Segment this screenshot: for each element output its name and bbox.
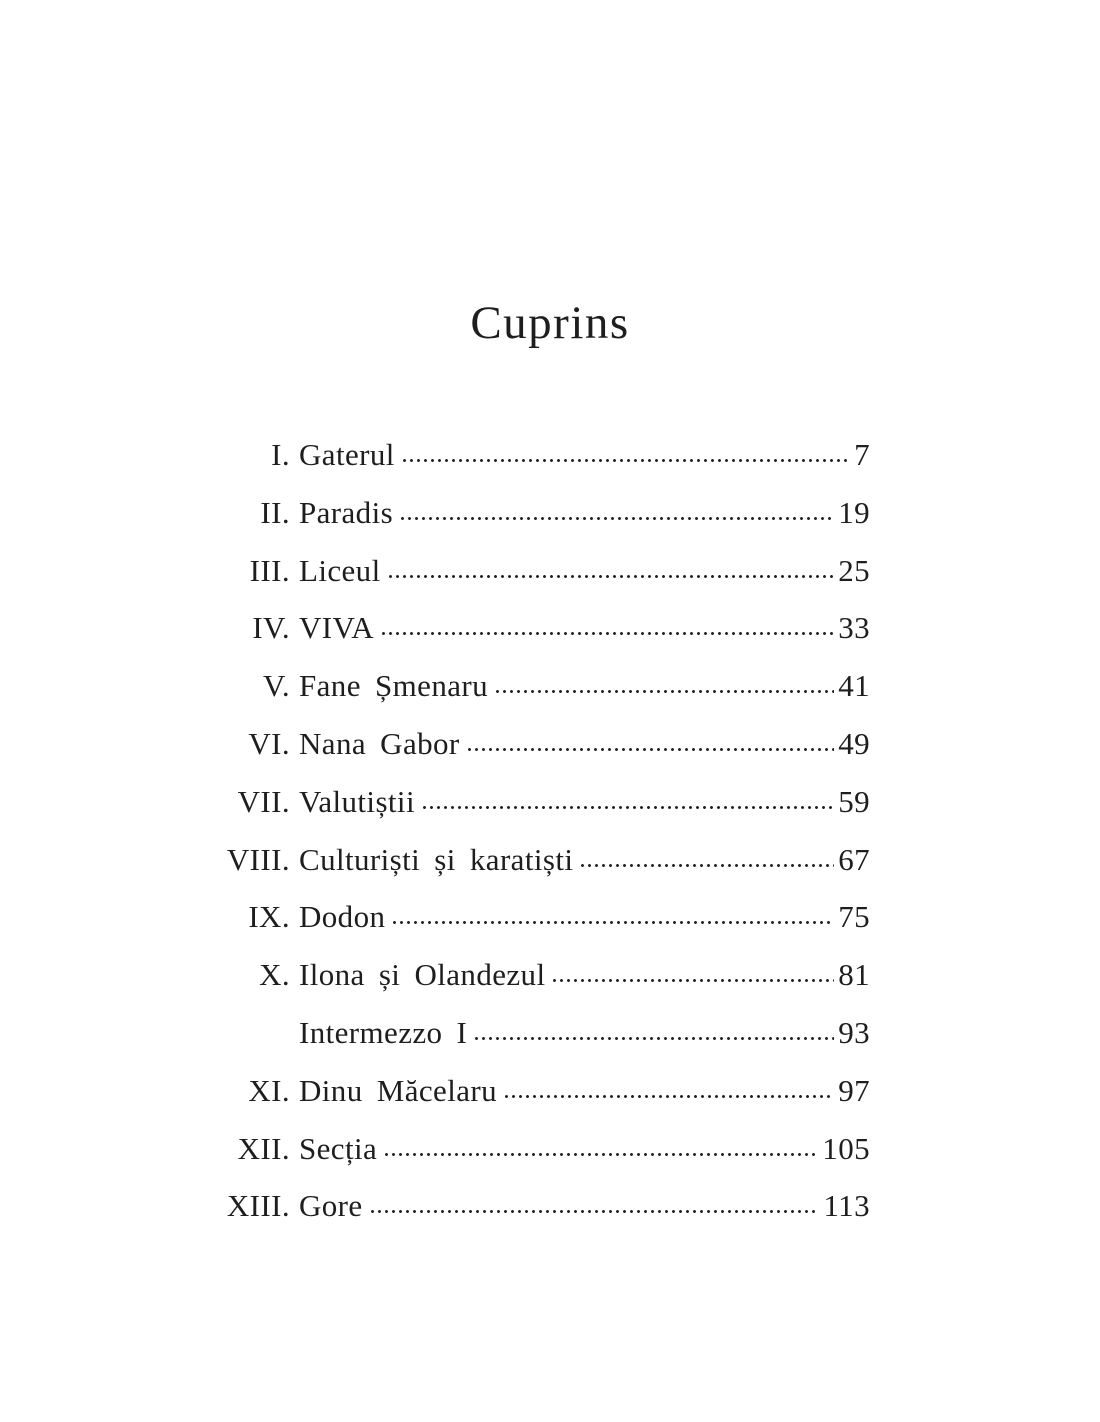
- page-title: Cuprins: [470, 297, 630, 349]
- toc-entry-title: Intermezzo I: [299, 1014, 468, 1050]
- toc-entry-page-number: 81: [838, 957, 870, 993]
- toc-entry: [213, 599, 870, 657]
- toc-entry: [213, 542, 870, 600]
- toc-entry-numeral: I.: [271, 437, 290, 472]
- toc-entry-title: Gaterul: [299, 437, 395, 472]
- toc-entry-numeral: XIII.: [226, 1188, 290, 1224]
- toc-entry-title: Fane Șmenaru: [299, 668, 489, 704]
- toc-entry-page-number: 113: [823, 1188, 870, 1224]
- toc-entry-page-number: 33: [838, 610, 870, 646]
- toc-entry-numeral: II.: [260, 494, 290, 530]
- toc-entry-title: Culturiști și karatiști: [299, 841, 574, 877]
- dot-leader: [579, 860, 834, 870]
- toc-entry-numeral: VII.: [237, 783, 290, 819]
- dot-leader: [551, 975, 834, 985]
- toc-entry: [213, 1177, 870, 1235]
- toc-entry-numeral: X.: [259, 957, 290, 993]
- toc-entry-page-number: 97: [838, 1072, 870, 1108]
- toc-entry-title: Dinu Măcelaru: [299, 1072, 497, 1108]
- dot-leader: [387, 571, 835, 581]
- toc-entry-page-number: 105: [822, 1130, 870, 1166]
- toc-entry-title: VIVA: [299, 610, 375, 646]
- toc-entry-numeral: XII.: [237, 1130, 290, 1166]
- dot-leader: [503, 1091, 834, 1101]
- toc-entry-numeral: IX.: [248, 899, 290, 935]
- toc-entry: [213, 426, 870, 484]
- toc-entry-title: Ilona și Olandezul: [299, 957, 546, 993]
- dot-leader: [421, 802, 834, 812]
- toc-entry: [213, 1004, 870, 1062]
- toc-entry-page-number: 25: [838, 552, 870, 588]
- dot-leader: [401, 455, 850, 465]
- dot-leader: [466, 744, 835, 754]
- toc-entry: [213, 946, 870, 1004]
- toc-entry-title: Valutiștii: [299, 783, 415, 819]
- toc-entry-page-number: 93: [838, 1014, 870, 1050]
- toc-entry-page-number: 75: [838, 899, 870, 935]
- dot-leader: [369, 1206, 820, 1216]
- dot-leader: [494, 686, 834, 696]
- dot-leader: [391, 917, 834, 927]
- toc-entry-numeral: V.: [263, 668, 290, 704]
- toc-entry-title: Dodon: [299, 899, 386, 935]
- dot-leader: [399, 513, 834, 523]
- dot-leader: [380, 628, 834, 638]
- toc-entry-numeral: VIII.: [226, 841, 290, 877]
- toc-entry-title: Liceul: [299, 552, 381, 588]
- toc-entry-title: Secția: [299, 1130, 378, 1166]
- toc-entry-numeral: VI.: [248, 725, 290, 761]
- toc-entry-page-number: 67: [838, 841, 870, 877]
- toc-entry: [213, 1062, 870, 1120]
- toc-entry: [213, 657, 870, 715]
- toc-entry: [213, 888, 870, 946]
- dot-leader: [473, 1033, 834, 1043]
- toc-entry-numeral: XI.: [248, 1072, 290, 1108]
- toc-entry: [213, 484, 870, 542]
- toc-entry-title: Paradis: [299, 494, 394, 530]
- toc-entry: [213, 1120, 870, 1178]
- table-of-contents: [213, 426, 870, 1235]
- toc-entry-page-number: 19: [838, 494, 870, 530]
- toc-entry-page-number: 49: [838, 725, 870, 761]
- toc-entry-page-number: 7: [854, 437, 870, 472]
- toc-entry-page-number: 41: [838, 668, 870, 704]
- toc-entry-page-number: 59: [838, 783, 870, 819]
- dot-leader: [383, 1149, 818, 1159]
- toc-entry: [213, 773, 870, 831]
- toc-entry-numeral: III.: [249, 552, 290, 588]
- toc-entry: [213, 715, 870, 773]
- toc-entry-title: Nana Gabor: [299, 725, 460, 761]
- toc-entry: [213, 831, 870, 889]
- toc-entry-numeral: IV.: [252, 610, 290, 646]
- toc-entry-title: Gore: [299, 1188, 363, 1224]
